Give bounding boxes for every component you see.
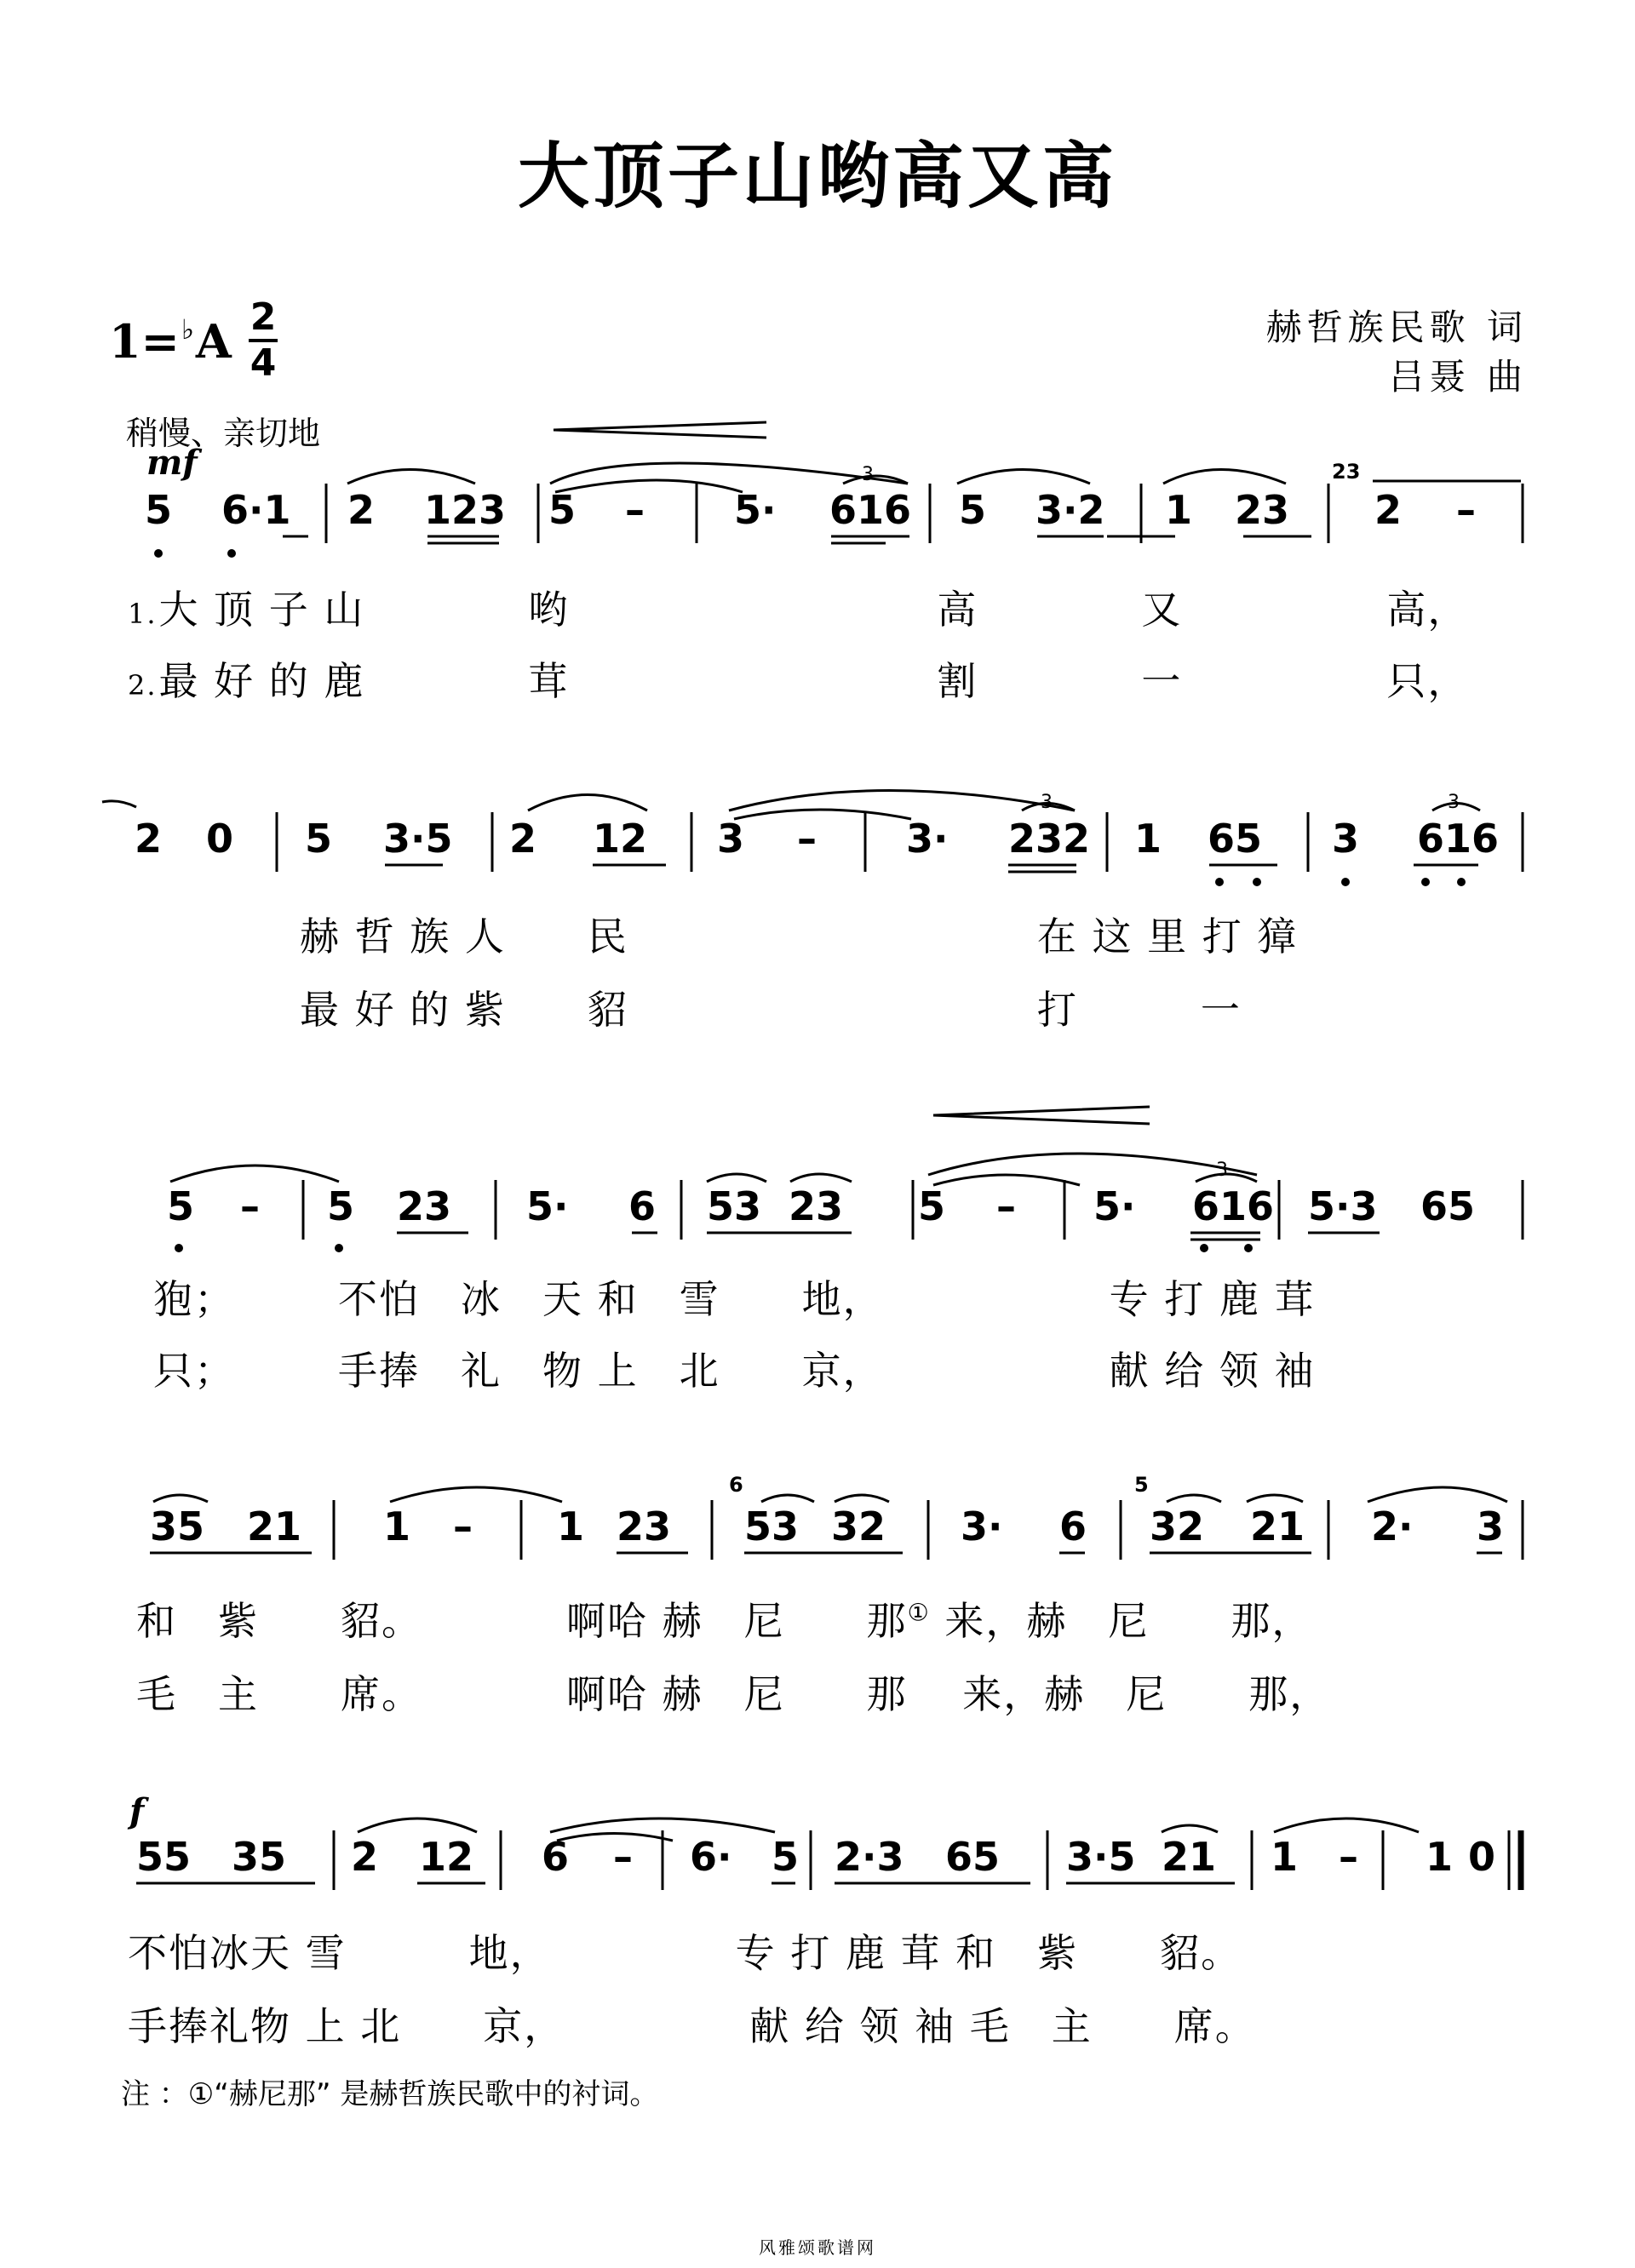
- note: 65: [945, 1834, 1001, 1880]
- lyrics-line-1-verse-2: 2.最 好 的 鹿 茸 割 一 只，: [128, 658, 1469, 704]
- note: –: [996, 1183, 1016, 1229]
- note: 6·1: [221, 487, 291, 533]
- note: 2: [347, 487, 376, 533]
- tuplet-label: 3: [1448, 792, 1460, 813]
- lyrics-line-5-verse-1: 不怕冰天 雪 地， 专 打 鹿 茸 和 紫 貂。: [128, 1930, 1242, 1976]
- lyrics-line-3-verse-2: 只； 手捧 礼 物 上 北 京， 献 给 领 袖: [153, 1348, 1316, 1394]
- note: 6: [1059, 1503, 1087, 1549]
- tuplet-label: 3: [862, 464, 874, 485]
- watermark-footer: 风雅颂歌谱网: [759, 2237, 876, 2258]
- note: 32: [1150, 1503, 1205, 1549]
- note: 5: [327, 1183, 355, 1229]
- note: 12: [593, 816, 648, 862]
- footnote-marker: ①: [907, 1598, 931, 1627]
- note: 1: [383, 1503, 411, 1549]
- note: 5: [145, 487, 173, 533]
- note: 2: [1374, 487, 1403, 533]
- note: 23: [789, 1183, 844, 1229]
- note: 5·: [734, 487, 777, 533]
- note: 3: [1477, 1503, 1505, 1549]
- lyrics-line-4-verse-2: 毛 主 席。 啊哈 赫 尼 那 来，赫 尼 那，: [136, 1671, 1331, 1717]
- grace-note: 5: [1134, 1473, 1149, 1497]
- note: 2·: [1371, 1503, 1414, 1549]
- note: 2·3: [835, 1834, 904, 1880]
- note: 5·: [1093, 1183, 1136, 1229]
- note: 3: [717, 816, 745, 862]
- note: 1: [557, 1503, 585, 1549]
- footnote: 注 ：①“赫尼那” 是赫哲族民歌中的衬词。: [121, 2077, 659, 2111]
- note: 1: [1271, 1834, 1299, 1880]
- note: 12: [419, 1834, 474, 1880]
- note: 5·3: [1308, 1183, 1378, 1229]
- note: 55: [136, 1834, 192, 1880]
- note: 616: [1192, 1183, 1275, 1229]
- note: 5: [305, 816, 333, 862]
- lyrics-line-1-verse-1: 1.大 顶 子 山 哟 高 又 高，: [128, 587, 1469, 633]
- note: 232: [1008, 816, 1091, 862]
- note: 65: [1420, 1183, 1476, 1229]
- note: 616: [1417, 816, 1500, 862]
- grace-note: 23: [1332, 460, 1361, 484]
- lyrics-line-2-verse-2: 最 好 的 紫 貂 打 一: [300, 987, 1242, 1033]
- lyrics-line-5-verse-2: 手捧礼物 上 北 京， 献 给 领 袖 毛 主 席。: [128, 2003, 1256, 2049]
- lyrics-line-3-verse-1: 狍； 不怕 冰 天 和 雪 地， 专 打 鹿 茸: [153, 1276, 1316, 1322]
- note: 6·: [690, 1834, 732, 1880]
- note: 0: [206, 816, 234, 862]
- note: 5: [548, 487, 577, 533]
- note: 21: [247, 1503, 302, 1549]
- grace-note: 6: [729, 1473, 743, 1497]
- song-title: 大顶子山哟高又高: [517, 134, 1117, 218]
- note: –: [797, 816, 817, 862]
- dynamic-f: f: [129, 1791, 145, 1831]
- note: 23: [1235, 487, 1290, 533]
- note: 32: [831, 1503, 886, 1549]
- note: 123: [424, 487, 507, 533]
- note: –: [1339, 1834, 1358, 1880]
- tuplet-label: 3: [1041, 792, 1053, 813]
- note: 1: [1426, 1834, 1454, 1880]
- note: 2: [135, 816, 163, 862]
- note: 21: [1250, 1503, 1305, 1549]
- note: –: [625, 487, 645, 533]
- composer-credit: 吕聂 曲: [1388, 356, 1528, 398]
- note: 23: [617, 1503, 672, 1549]
- note: 3·2: [1036, 487, 1105, 533]
- note: 53: [744, 1503, 800, 1549]
- note: 2: [351, 1834, 379, 1880]
- note: 0: [1468, 1834, 1496, 1880]
- tuplet-label: 3: [1216, 1160, 1228, 1181]
- note: 3·: [906, 816, 949, 862]
- note: –: [453, 1503, 473, 1549]
- note: 5: [167, 1183, 195, 1229]
- note: 3: [1332, 816, 1360, 862]
- lyrics-line-4-verse-1: 和 紫 貂。 啊哈 赫 尼 那① 来，赫 尼 那，: [136, 1598, 1313, 1644]
- note: 35: [232, 1834, 287, 1880]
- note: 6: [542, 1834, 570, 1880]
- note: 23: [397, 1183, 452, 1229]
- note: 5·: [526, 1183, 569, 1229]
- key-signature: 1=♭A: [109, 313, 232, 369]
- note: 3·5: [383, 816, 453, 862]
- note: 5: [959, 487, 987, 533]
- note: 65: [1208, 816, 1263, 862]
- note: 616: [829, 487, 912, 533]
- note: 3·: [961, 1503, 1003, 1549]
- time-signature: 2 4: [250, 295, 277, 385]
- note: 35: [150, 1503, 205, 1549]
- note: 1: [1134, 816, 1162, 862]
- note: –: [613, 1834, 633, 1880]
- note: 5: [772, 1834, 800, 1880]
- note: 1: [1165, 487, 1193, 533]
- note: –: [240, 1183, 260, 1229]
- note: 2: [509, 816, 537, 862]
- note: 21: [1162, 1834, 1217, 1880]
- tempo-marking: 稍慢、亲切地: [126, 415, 321, 452]
- note: 6: [628, 1183, 657, 1229]
- note: 3·5: [1066, 1834, 1136, 1880]
- note: 5: [918, 1183, 946, 1229]
- lyrics-line-2-verse-1: 赫 哲 族 人 民 在 这 里 打 獐: [300, 914, 1299, 959]
- dynamic-mf: mf: [146, 443, 198, 483]
- lyricist-credit: 赫哲族民歌 词: [1265, 306, 1528, 348]
- note: –: [1456, 487, 1476, 533]
- note: 53: [707, 1183, 762, 1229]
